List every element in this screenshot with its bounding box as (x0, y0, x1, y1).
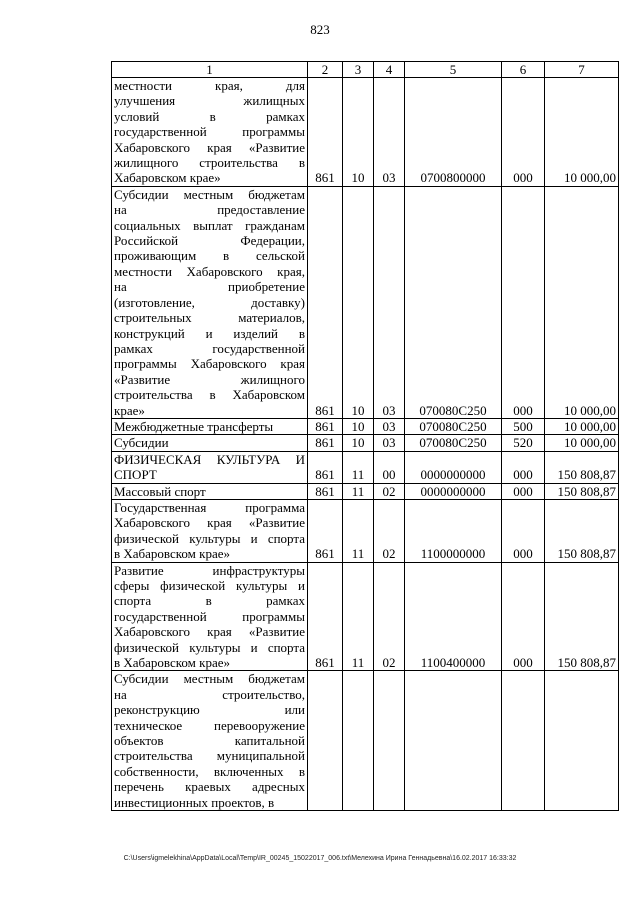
item-name-line: строительных материалов, (114, 310, 305, 326)
table-row (112, 483, 619, 499)
amount-cell: 150 808,87 (545, 451, 619, 483)
expense-type-cell (502, 671, 545, 811)
item-name-line: социальных выплат гражданам (114, 217, 305, 233)
expense-type-cell: 000 (502, 483, 545, 499)
item-name-line: (изготовление, доставку) (114, 294, 305, 310)
item-name-cell (112, 451, 308, 483)
target-article-cell (405, 671, 502, 811)
item-name-line: строительства в Хабаровском (114, 387, 305, 403)
item-name-line: Межбюджетные трансферты (114, 418, 274, 434)
target-article-cell: 070080С250 (405, 186, 502, 418)
column-header: 7 (545, 62, 619, 78)
target-article-cell: 070080С250 (405, 435, 502, 451)
column-header: 3 (343, 62, 374, 78)
department-code-cell: 861 (308, 483, 343, 499)
subsection-code-cell: 00 (374, 451, 405, 483)
item-name-cell (112, 78, 308, 187)
item-name-line: физической культуры и спорта (114, 530, 305, 546)
expense-type-cell: 000 (502, 186, 545, 418)
amount-cell: 150 808,87 (545, 483, 619, 499)
item-name-line: Субсидии (114, 435, 169, 451)
item-name-line: Массовый спорт (114, 483, 206, 499)
budget-table (111, 61, 619, 811)
department-code-cell: 861 (308, 435, 343, 451)
item-name-line: на предоставление (114, 202, 305, 218)
item-name-line: реконструкцию или (114, 702, 305, 718)
item-name-cell (112, 435, 308, 451)
page-number: 823 (310, 22, 330, 37)
item-name-line: местности края, для (114, 78, 305, 93)
file-path-footer: C:\Users\igmelekhina\AppData\Local\Temp\IR_00245_15022017_006.txt\Мелехина Ирина Геннадьевна\16.02.2017 16:33:32 (123, 855, 517, 862)
item-name-line: инвестиционных проектов, в (114, 794, 275, 810)
item-name-line: спорта в рамках (114, 593, 305, 609)
expense-type-cell: 000 (502, 562, 545, 671)
amount-cell: 10 000,00 (545, 418, 619, 434)
item-name-line: на строительство, (114, 686, 305, 702)
item-name-line: Хабаровском крае» (114, 170, 221, 186)
expense-type-cell: 520 (502, 435, 545, 451)
item-name-line: конструкций и изделий в (114, 325, 305, 341)
section-code-cell: 11 (343, 483, 374, 499)
column-header: 4 (374, 62, 405, 78)
item-name-cell (112, 418, 308, 434)
subsection-code-cell: 02 (374, 562, 405, 671)
item-name-line: местности Хабаровского края, (114, 263, 305, 279)
item-name-line: государственной программы (114, 124, 305, 140)
item-name-line: Хабаровского края «Развитие (114, 624, 305, 640)
item-name-line: рамках государственной (114, 340, 305, 356)
expense-type-cell: 500 (502, 418, 545, 434)
target-article-cell: 0700800000 (405, 78, 502, 187)
item-name-line: Государственная программа (114, 499, 305, 515)
table-row (112, 78, 619, 187)
target-article-cell: 1100000000 (405, 499, 502, 562)
table-row (112, 451, 619, 483)
item-name-line: Субсидии местным бюджетам (114, 671, 305, 687)
department-code-cell: 861 (308, 562, 343, 671)
item-name-line: на приобретение (114, 279, 305, 295)
department-code-cell: 861 (308, 186, 343, 418)
item-name-line: в Хабаровском крае» (114, 546, 231, 562)
table-row (112, 499, 619, 562)
section-code-cell: 10 (343, 186, 374, 418)
target-article-cell: 070080С250 (405, 418, 502, 434)
column-header: 5 (405, 62, 502, 78)
section-code-cell: 11 (343, 562, 374, 671)
item-name-line: улучшения жилищных (114, 93, 305, 109)
section-code-cell: 10 (343, 78, 374, 187)
target-article-cell: 0000000000 (405, 451, 502, 483)
table-row (112, 562, 619, 671)
item-name-line: Хабаровского края «Развитие (114, 515, 305, 531)
expense-type-cell: 000 (502, 499, 545, 562)
column-header: 1 (112, 62, 308, 78)
subsection-code-cell: 02 (374, 499, 405, 562)
department-code-cell (308, 671, 343, 811)
item-name-line: Российской Федерации, (114, 233, 305, 249)
expense-type-cell: 000 (502, 78, 545, 187)
table-row (112, 435, 619, 451)
item-name-line: государственной программы (114, 608, 305, 624)
item-name-line: условий в рамках (114, 108, 305, 124)
department-code-cell: 861 (308, 451, 343, 483)
subsection-code-cell: 03 (374, 186, 405, 418)
expense-type-cell: 000 (502, 451, 545, 483)
subsection-code-cell: 02 (374, 483, 405, 499)
column-header: 6 (502, 62, 545, 78)
item-name-line: «Развитие жилищного (114, 371, 305, 387)
item-name-line: собственности, включенных в (114, 763, 305, 779)
amount-cell: 10 000,00 (545, 78, 619, 187)
subsection-code-cell (374, 671, 405, 811)
target-article-cell: 0000000000 (405, 483, 502, 499)
target-article-cell: 1100400000 (405, 562, 502, 671)
section-code-cell: 10 (343, 435, 374, 451)
item-name-line: сферы физической культуры и (114, 578, 305, 593)
section-code-cell: 10 (343, 418, 374, 434)
amount-cell: 150 808,87 (545, 562, 619, 671)
item-name-line: строительства муниципальной (114, 748, 305, 764)
column-header: 2 (308, 62, 343, 78)
section-code-cell: 11 (343, 499, 374, 562)
item-name-line: в Хабаровском крае» (114, 655, 231, 671)
table-row (112, 671, 619, 811)
department-code-cell: 861 (308, 78, 343, 187)
item-name-line: Хабаровского края «Развитие (114, 139, 305, 155)
item-name-line: крае» (114, 402, 145, 418)
item-name-cell (112, 562, 308, 671)
item-name-line: жилищного строительства в (114, 155, 305, 171)
item-name-line: Развитие инфраструктуры (114, 562, 305, 578)
item-name-cell (112, 483, 308, 499)
item-name-line: объектов капитальной (114, 733, 305, 749)
subsection-code-cell: 03 (374, 78, 405, 187)
item-name-line: СПОРТ (114, 467, 157, 483)
item-name-line: техническое перевооружение (114, 717, 305, 733)
item-name-line: ФИЗИЧЕСКАЯ КУЛЬТУРА И (114, 451, 305, 467)
table-row (112, 418, 619, 434)
item-name-cell (112, 671, 308, 811)
department-code-cell: 861 (308, 418, 343, 434)
amount-cell: 10 000,00 (545, 186, 619, 418)
amount-cell (545, 671, 619, 811)
department-code-cell: 861 (308, 499, 343, 562)
table-row (112, 186, 619, 418)
item-name-cell (112, 499, 308, 562)
subsection-code-cell: 03 (374, 418, 405, 434)
item-name-line: Субсидии местным бюджетам (114, 186, 305, 202)
subsection-code-cell: 03 (374, 435, 405, 451)
amount-cell: 10 000,00 (545, 435, 619, 451)
item-name-line: перечень краевых адресных (114, 779, 305, 795)
item-name-line: программы Хабаровского края (114, 356, 305, 372)
item-name-line: проживающим в сельской (114, 248, 305, 264)
amount-cell: 150 808,87 (545, 499, 619, 562)
item-name-cell (112, 186, 308, 418)
table-header-row (112, 62, 619, 78)
section-code-cell: 11 (343, 451, 374, 483)
item-name-line: физической культуры и спорта (114, 639, 305, 655)
section-code-cell (343, 671, 374, 811)
